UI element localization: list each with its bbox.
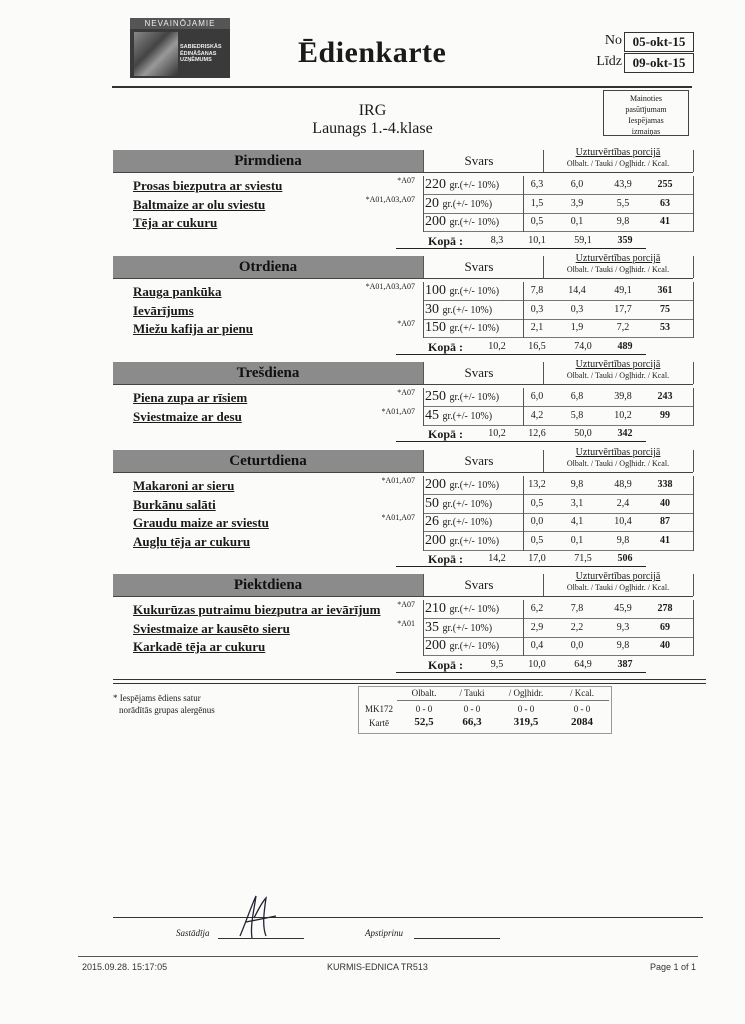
nutrition-cell: 49,1 <box>614 285 632 296</box>
nutrition-cell: 2,2 <box>570 621 584 633</box>
dish-name: Sviestmaize ar desu <box>133 408 242 424</box>
summary-row-label: Kartē <box>369 718 389 728</box>
nutrition-cell: 40 <box>660 497 670 509</box>
grid-line <box>423 574 424 596</box>
nutrition-cell: 69 <box>660 621 670 633</box>
dish-amount: 210 gr.(+/- 10%) <box>425 601 500 616</box>
header-divider <box>112 86 692 88</box>
table-row <box>113 282 693 301</box>
day-total <box>113 551 693 567</box>
dish-name: Baltmaize ar olu sviestu <box>133 196 266 212</box>
grid-line <box>693 213 694 232</box>
svars-label: Svars <box>464 365 494 380</box>
apstiprinu-line <box>414 938 500 939</box>
total-label: Kopā : <box>428 657 464 672</box>
total-underline <box>396 441 646 442</box>
nutrition-cell: 14,4 <box>568 285 586 296</box>
nutrition-cell: 63 <box>660 197 670 209</box>
nutrition-cell: 9,8 <box>616 216 630 227</box>
grid-line <box>423 301 424 320</box>
dish-amount: 20 gr.(+/- 10%) <box>425 195 493 211</box>
total-cell: 16,5 <box>528 340 546 352</box>
grid-line <box>523 388 524 407</box>
change-notice: Mainoties pasūtījumam Iespējamas izmaiņas <box>603 90 689 136</box>
nutrition-cell: 40 <box>660 640 670 651</box>
day-total <box>113 657 693 673</box>
total-cell: 342 <box>617 428 633 439</box>
nutrition-cell: 13,2 <box>528 479 546 490</box>
grid-line <box>113 472 693 473</box>
grid-line <box>113 172 693 173</box>
grid-line <box>693 195 694 214</box>
allergen-codes: *A07 <box>397 319 415 328</box>
nutrition-cell: 2,9 <box>530 621 544 633</box>
table-row <box>113 388 693 407</box>
total-cell: 71,5 <box>574 553 592 564</box>
nutrition-title: Uzturvērtības porcijā <box>575 359 661 370</box>
dish-amount: 26 gr.(+/- 10%) <box>425 514 493 529</box>
allergen-codes: *A07 <box>397 388 415 397</box>
total-cell: 12,6 <box>528 428 546 439</box>
dish-name: Kukurūzas putraimu biezputra ar ievārījum <box>133 602 381 617</box>
nutrition-cell: 9,8 <box>616 534 630 546</box>
dish-name: Karkadē tēja ar cukuru <box>133 639 266 654</box>
day-total <box>113 426 693 442</box>
table-row <box>113 319 693 338</box>
nutrition-cell: 6,3 <box>530 179 544 190</box>
nutrition-cell: 10,4 <box>614 516 632 527</box>
total-cell: 10,2 <box>488 340 506 352</box>
grid-line <box>423 319 424 338</box>
grid-line <box>423 150 424 172</box>
total-label: Kopā : <box>428 427 464 441</box>
end-divider <box>113 679 706 684</box>
grid-line <box>543 574 544 596</box>
summary-header: Olbalt. <box>411 688 437 698</box>
grid-line <box>693 619 694 638</box>
dish-name: Miežu kafija ar pienu <box>133 321 254 336</box>
grid-line <box>523 476 524 495</box>
summary-table <box>358 686 612 734</box>
total-cell: 74,0 <box>574 340 592 352</box>
summary-header: / Tauki <box>459 688 485 698</box>
total-cell: 9,5 <box>490 658 504 670</box>
sastadija-label: Sastādīja <box>176 928 210 938</box>
allergen-codes: *A01 <box>397 618 415 628</box>
dish-name: Ievārījums <box>133 302 194 318</box>
table-row <box>113 301 693 320</box>
page-title: Ēdienkarte <box>298 36 447 69</box>
grid-line <box>543 256 544 278</box>
dish-name: Tēja ar cukuru <box>133 215 218 230</box>
page-number: Page 1 of 1 <box>650 962 697 972</box>
dish-amount: 200 gr.(+/- 10%) <box>425 532 500 548</box>
allergen-codes: *A07 <box>397 600 415 609</box>
nutrition-cell: 0,5 <box>530 216 544 227</box>
nutrition-cell: 361 <box>657 285 673 296</box>
grid-line <box>423 407 424 426</box>
total-label: Kopā : <box>428 339 464 354</box>
nutrition-cell: 6,0 <box>530 391 544 402</box>
grid-line <box>693 532 694 551</box>
grid-line <box>423 195 424 214</box>
footer-divider <box>78 956 698 957</box>
day-name: Otrdiena <box>113 256 423 278</box>
dish-name: Piena zupa ar rīsiem <box>133 390 248 405</box>
nutrition-columns: Olbalt. / Tauki / Ogļhidr. / Kcal. <box>566 583 670 592</box>
nutrition-cell: 3,9 <box>570 197 584 209</box>
grid-line <box>523 407 524 426</box>
total-label: Kopā : <box>428 552 464 566</box>
summary-cell: 2084 <box>571 716 593 728</box>
grid-line <box>523 213 524 232</box>
dish-amount: 35 gr.(+/- 10%) <box>425 619 493 635</box>
nutrition-cell: 45,9 <box>614 603 632 614</box>
summary-row-label: MK172 <box>364 704 393 714</box>
svars-label: Svars <box>464 153 494 168</box>
day-header <box>113 447 693 472</box>
lidz-label: Līdz <box>596 54 622 69</box>
nutrition-cell: 4,2 <box>530 409 544 421</box>
meal-group: Launags 1.-4.klase <box>312 120 433 137</box>
table-row <box>113 637 693 656</box>
grid-line <box>693 450 694 472</box>
nutrition-cell: 87 <box>660 516 670 527</box>
dish-name: Graudu maize ar sviestu <box>133 515 269 530</box>
grid-line <box>523 301 524 320</box>
nutrition-cell: 2,4 <box>616 497 630 509</box>
system-id: KURMIS-EDNICA TR513 <box>327 962 428 972</box>
dish-amount: 250 gr.(+/- 10%) <box>425 389 500 404</box>
grid-line <box>523 195 524 214</box>
total-cell: 506 <box>617 553 633 564</box>
grid-line <box>693 407 694 426</box>
grid-line <box>423 637 424 656</box>
dish-amount: 200 gr.(+/- 10%) <box>425 638 500 653</box>
table-row <box>113 176 693 195</box>
nutrition-cell: 0,1 <box>570 534 584 546</box>
nutrition-cell: 6,2 <box>530 603 544 614</box>
grid-line <box>423 513 424 532</box>
dish-name: Rauga pankūka <box>133 284 222 299</box>
table-row <box>113 213 693 232</box>
nutrition-cell: 0,3 <box>570 303 584 315</box>
total-cell: 10,1 <box>528 234 546 246</box>
nutrition-cell: 1,5 <box>530 197 544 209</box>
nutrition-title: Uzturvērtības porcijā <box>575 253 661 264</box>
nutrition-title: Uzturvērtības porcijā <box>575 571 661 582</box>
grid-line <box>113 596 693 597</box>
table-row <box>113 495 693 514</box>
day-total <box>113 339 693 355</box>
total-cell: 17,0 <box>528 553 546 564</box>
grid-line <box>523 176 524 195</box>
grid-line <box>523 600 524 619</box>
nutrition-cell: 0,0 <box>570 640 584 651</box>
grid-line <box>693 495 694 514</box>
nutrition-cell: 6,8 <box>570 391 584 402</box>
grid-line <box>693 574 694 596</box>
grid-line <box>423 450 424 472</box>
nutrition-cell: 338 <box>657 479 673 490</box>
nutrition-cell: 75 <box>660 303 670 315</box>
nutrition-cell: 0,1 <box>570 216 584 227</box>
total-cell: 14,2 <box>488 553 506 564</box>
total-cell: 64,9 <box>574 658 592 670</box>
grid-line <box>543 362 544 384</box>
nutrition-cell: 0,5 <box>530 534 544 546</box>
dish-name: Sviestmaize ar kausēto sieru <box>133 620 290 636</box>
dish-amount: 45 gr.(+/- 10%) <box>425 407 493 423</box>
nutrition-cell: 0,5 <box>530 497 544 509</box>
nutrition-cell: 255 <box>657 179 673 190</box>
day-total <box>113 233 693 249</box>
grid-line <box>693 301 694 320</box>
grid-line <box>693 513 694 532</box>
nutrition-cell: 5,8 <box>570 409 584 421</box>
dish-amount: 50 gr.(+/- 10%) <box>425 495 493 511</box>
total-cell: 359 <box>617 234 633 246</box>
nutrition-cell: 41 <box>660 216 670 227</box>
dish-amount: 220 gr.(+/- 10%) <box>425 177 500 192</box>
nutrition-cell: 278 <box>657 603 673 614</box>
nutrition-cell: 9,3 <box>616 621 630 633</box>
allergen-codes: *A07 <box>397 176 415 185</box>
grid-line <box>543 150 544 172</box>
nutrition-columns: Olbalt. / Tauki / Ogļhidr. / Kcal. <box>566 371 670 380</box>
svars-label: Svars <box>464 453 494 468</box>
dish-name: Prosas biezputra ar sviestu <box>133 178 283 193</box>
nutrition-cell: 0,4 <box>530 640 544 651</box>
grid-line <box>523 282 524 301</box>
summary-cell: 0 - 0 <box>463 704 481 714</box>
logo-image <box>134 32 178 76</box>
dish-amount: 150 gr.(+/- 10%) <box>425 320 500 335</box>
svars-label: Svars <box>464 259 494 274</box>
total-underline <box>396 354 646 355</box>
total-cell: 8,3 <box>490 234 504 246</box>
summary-cell: 66,3 <box>462 716 482 728</box>
table-row <box>113 407 693 426</box>
day-header <box>113 571 693 596</box>
nutrition-cell: 9,8 <box>570 479 584 490</box>
grid-line <box>693 362 694 384</box>
logo-text: SABIEDRISKĀS ĒDINĀŠANAS UZŅĒMUMS <box>180 44 222 63</box>
nutrition-cell: 0,0 <box>530 516 544 527</box>
print-timestamp: 2015.09.28. 15:17:05 <box>82 962 168 972</box>
day-name: Ceturtdiena <box>113 450 423 472</box>
dish-name: Augļu tēja ar cukuru <box>133 533 251 549</box>
nutrition-cell: 41 <box>660 534 670 546</box>
grid-line <box>423 476 424 495</box>
nutrition-cell: 1,9 <box>570 322 584 333</box>
grid-line <box>423 213 424 232</box>
svars-label: Svars <box>464 577 494 592</box>
dish-amount: 200 gr.(+/- 10%) <box>425 477 500 492</box>
grid-line <box>113 384 693 385</box>
apstiprinu-label: Apstiprinu <box>365 928 404 938</box>
grid-line <box>423 619 424 638</box>
nutrition-title: Uzturvērtības porcijā <box>575 447 661 458</box>
logo-brand: NEVAINŌJAMIE <box>130 18 230 29</box>
day-name: Piektdiena <box>113 574 423 596</box>
grid-line <box>523 637 524 656</box>
grid-line <box>423 256 424 278</box>
grid-line <box>693 176 694 195</box>
total-underline <box>396 672 646 673</box>
nutrition-cell: 6,0 <box>570 179 584 190</box>
grid-line <box>423 176 424 195</box>
grid-line <box>693 282 694 301</box>
grid-line <box>523 495 524 514</box>
day-header <box>113 147 693 172</box>
nutrition-cell: 243 <box>657 391 673 402</box>
grid-line <box>523 619 524 638</box>
no-value: 05-okt-15 <box>624 32 694 52</box>
grid-line <box>523 532 524 551</box>
nutrition-cell: 7,8 <box>530 285 544 296</box>
nutrition-cell: 5,5 <box>616 197 630 209</box>
nutrition-cell: 99 <box>660 409 670 421</box>
table-row <box>113 195 693 214</box>
grid-line <box>693 319 694 338</box>
dish-name: Makaroni ar sieru <box>133 478 235 493</box>
dish-name: Burkānu salāti <box>133 496 216 512</box>
total-cell: 489 <box>617 340 633 352</box>
nutrition-cell: 43,9 <box>614 179 632 190</box>
summary-cell: 0 - 0 <box>517 704 535 714</box>
grid-line <box>113 278 693 279</box>
nutrition-cell: 39,8 <box>614 391 632 402</box>
grid-line <box>423 388 424 407</box>
grid-line <box>693 150 694 172</box>
grid-line <box>423 532 424 551</box>
total-cell: 10,0 <box>528 658 546 670</box>
grid-line <box>693 600 694 619</box>
nutrition-cell: 53 <box>660 322 670 333</box>
nutrition-cell: 7,8 <box>570 603 584 614</box>
signature-divider <box>113 917 703 918</box>
nutrition-cell: 9,8 <box>616 640 630 651</box>
signature-mark <box>232 892 292 942</box>
table-row <box>113 476 693 495</box>
allergen-codes: *A01,A03,A07 <box>365 282 415 291</box>
grid-line <box>423 495 424 514</box>
total-underline <box>396 566 646 567</box>
nutrition-columns: Olbalt. / Tauki / Ogļhidr. / Kcal. <box>566 159 670 168</box>
total-underline <box>396 248 646 249</box>
no-label: No <box>604 33 622 48</box>
allergen-codes: *A01,A07 <box>381 476 415 485</box>
organization: IRG <box>358 102 387 119</box>
day-header <box>113 253 693 278</box>
summary-header: / Kcal. <box>570 688 594 698</box>
allergen-note: * Iespējams ēdiens satur norādītās grupas alergēnus <box>113 693 215 715</box>
summary-cell: 0 - 0 <box>415 704 433 714</box>
company-logo <box>130 18 230 78</box>
grid-line <box>693 256 694 278</box>
nutrition-cell: 2,1 <box>530 322 544 333</box>
total-cell: 387 <box>617 658 633 670</box>
nutrition-columns: Olbalt. / Tauki / Ogļhidr. / Kcal. <box>566 265 670 274</box>
total-cell: 10,2 <box>488 428 506 439</box>
grid-line <box>423 600 424 619</box>
grid-line <box>423 362 424 384</box>
table-row <box>113 513 693 532</box>
table-row <box>113 619 693 638</box>
allergen-codes: *A01,A07 <box>381 513 415 522</box>
nutrition-columns: Olbalt. / Tauki / Ogļhidr. / Kcal. <box>566 459 670 468</box>
nutrition-cell: 17,7 <box>614 303 632 315</box>
nutrition-cell: 7,2 <box>616 322 630 333</box>
dish-amount: 100 gr.(+/- 10%) <box>425 283 500 298</box>
grid-line <box>693 388 694 407</box>
day-name: Trešdiena <box>113 362 423 384</box>
total-label: Kopā : <box>428 233 464 248</box>
table-row <box>113 532 693 551</box>
nutrition-cell: 3,1 <box>570 497 584 509</box>
allergen-codes: *A01,A03,A07 <box>365 194 415 204</box>
total-cell: 50,0 <box>574 428 592 439</box>
grid-line <box>423 282 424 301</box>
grid-line <box>693 476 694 495</box>
nutrition-title: Uzturvērtības porcijā <box>575 147 661 158</box>
day-header <box>113 359 693 384</box>
grid-line <box>693 637 694 656</box>
day-name: Pirmdiena <box>113 150 423 172</box>
summary-cell: 319,5 <box>513 716 539 728</box>
grid-line <box>523 513 524 532</box>
summary-cell: 0 - 0 <box>573 704 591 714</box>
dish-amount: 30 gr.(+/- 10%) <box>425 301 493 317</box>
nutrition-cell: 10,2 <box>614 409 632 421</box>
table-row <box>113 600 693 619</box>
total-cell: 59,1 <box>574 234 592 246</box>
summary-cell: 52,5 <box>414 716 434 728</box>
nutrition-cell: 4,1 <box>570 516 584 527</box>
lidz-value: 09-okt-15 <box>624 53 694 73</box>
grid-line <box>543 450 544 472</box>
nutrition-cell: 48,9 <box>614 479 632 490</box>
summary-header: / Ogļhidr. <box>508 688 544 698</box>
grid-line <box>523 319 524 338</box>
nutrition-cell: 0,3 <box>530 303 544 315</box>
dish-amount: 200 gr.(+/- 10%) <box>425 214 500 229</box>
allergen-codes: *A01,A07 <box>381 406 415 416</box>
